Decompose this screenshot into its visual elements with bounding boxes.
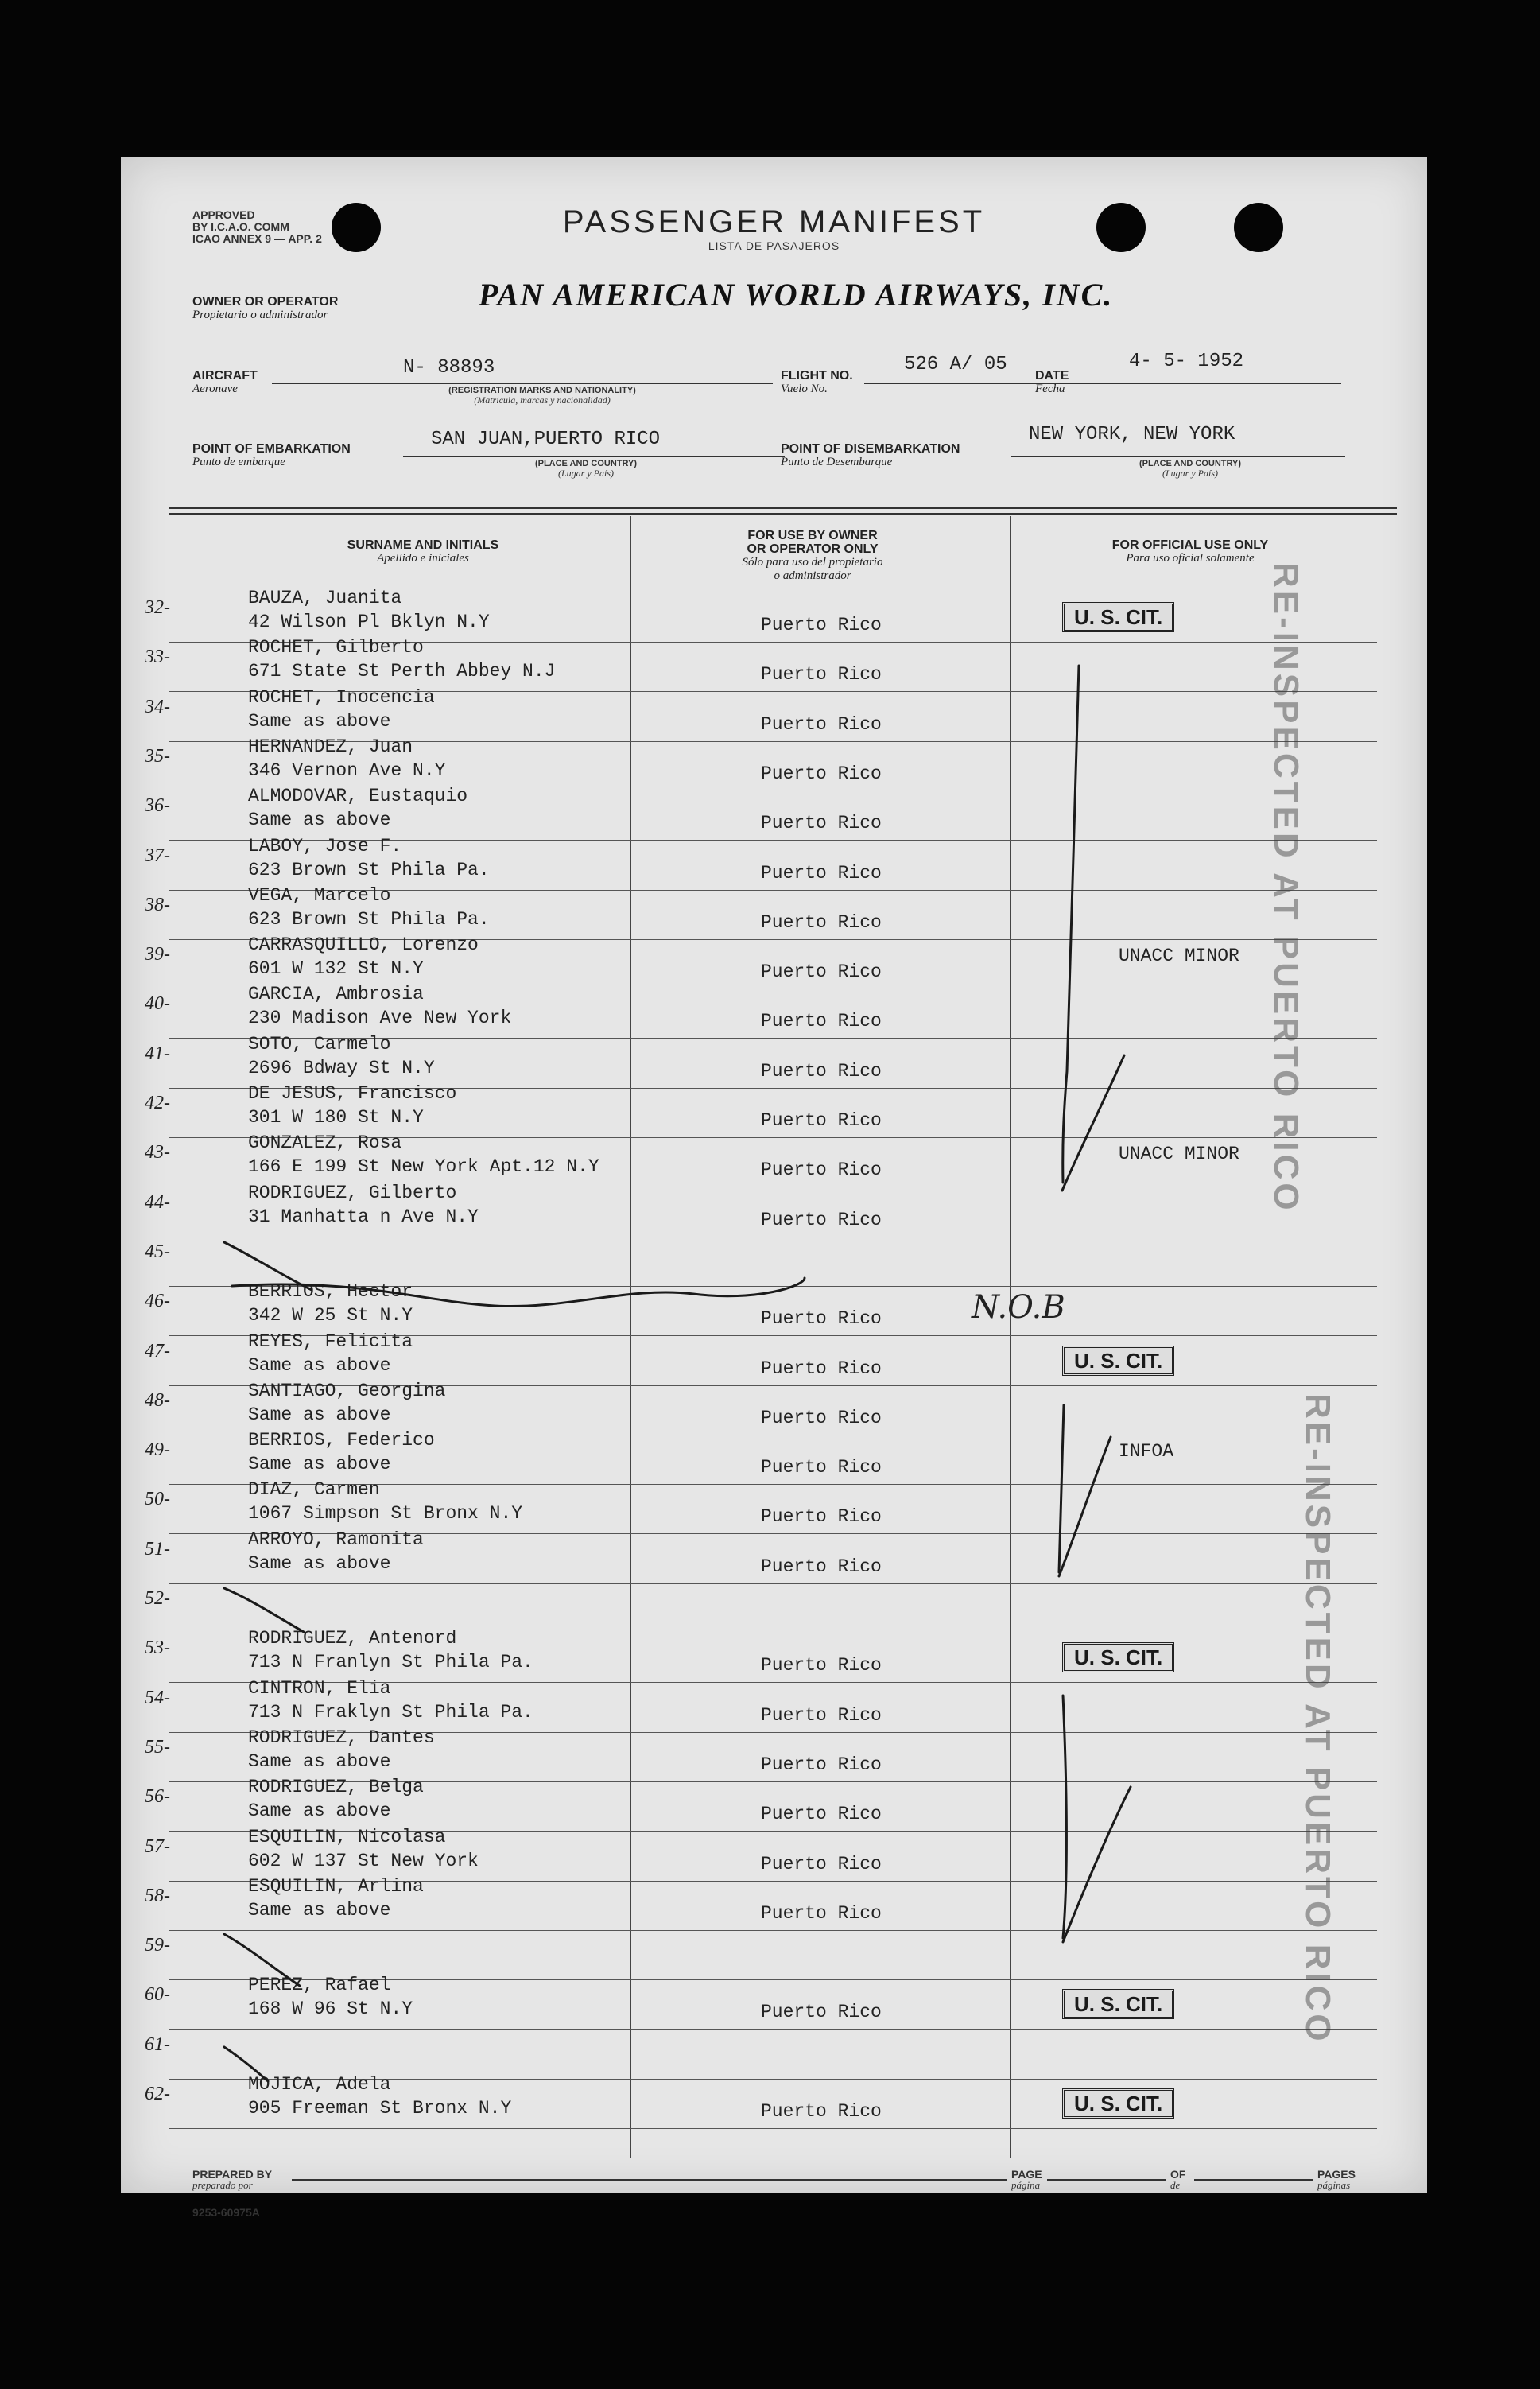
passenger-citizenship: Puerto Rico	[761, 1804, 882, 1825]
passenger-citizenship: Puerto Rico	[761, 1308, 882, 1330]
passenger-name: DE JESUS, Francisco	[248, 1083, 457, 1104]
passenger-name: RODRIGUEZ, Dantes	[248, 1727, 435, 1748]
passenger-name: BERRIOS, Hector	[248, 1281, 413, 1303]
check-mark	[1063, 1696, 1131, 1942]
passenger-address: 342 W 25 St N.Y	[248, 1305, 413, 1327]
passenger-citizenship: Puerto Rico	[761, 862, 882, 884]
passenger-address: 166 E 199 St New York Apt.12 N.Y	[248, 1156, 599, 1178]
passenger-citizenship: Puerto Rico	[761, 1160, 882, 1181]
surname-column-header: SURNAME AND INITIALS Apellido e iniciales	[347, 538, 499, 565]
passenger-address: 671 State St Perth Abbey N.J	[248, 661, 556, 682]
passenger-address: 905 Freeman St Bronx N.Y	[248, 2098, 512, 2119]
passenger-address: Same as above	[248, 1899, 391, 1921]
us-citizen-stamp: U. S. CIT.	[1062, 602, 1174, 632]
passenger-address: Same as above	[248, 1552, 391, 1574]
passenger-citizenship: Puerto Rico	[761, 1754, 882, 1775]
row-number: 58-	[145, 1885, 170, 1906]
passenger-citizenship: Puerto Rico	[761, 1506, 882, 1528]
disembark-place-caption: (PLACE AND COUNTRY) (Lugar y País)	[1139, 459, 1242, 479]
passenger-name: ESQUILIN, Nicolasa	[248, 1826, 446, 1847]
us-citizen-stamp: U. S. CIT.	[1062, 1642, 1174, 1672]
reinspected-side-stamp: RE-INSPECTED AT PUERTO RICO	[1267, 562, 1305, 1214]
passenger-name: VEGA, Marcelo	[248, 884, 391, 906]
passenger-citizenship: Puerto Rico	[761, 1457, 882, 1478]
row-number: 59-	[145, 1935, 170, 1956]
passenger-address: Same as above	[248, 1354, 391, 1376]
passenger-name: RODRIGUEZ, Antenord	[248, 1628, 457, 1649]
row-number: 34-	[145, 696, 170, 717]
embark-place-caption: (PLACE AND COUNTRY) (Lugar y País)	[534, 459, 638, 479]
official-note: UNACC MINOR	[1119, 1144, 1239, 1165]
passenger-name: SOTO, Carmelo	[248, 1033, 391, 1055]
row-number: 32-	[145, 597, 170, 618]
passenger-citizenship: Puerto Rico	[761, 763, 882, 784]
passenger-address: 602 W 137 St New York	[248, 1850, 479, 1871]
passenger-citizenship: Puerto Rico	[761, 1853, 882, 1874]
passenger-name: RODRIGUEZ, Gilberto	[248, 1182, 457, 1203]
check-mark	[1059, 1405, 1111, 1576]
passenger-name: ARROYO, Ramonita	[248, 1529, 424, 1550]
passenger-citizenship: Puerto Rico	[761, 1060, 882, 1082]
row-number: 62-	[145, 2084, 170, 2104]
passenger-citizenship: Puerto Rico	[761, 1704, 882, 1726]
passenger-citizenship: Puerto Rico	[761, 813, 882, 834]
embark-label: POINT OF EMBARKATION Punto de embarque	[192, 442, 351, 468]
passenger-address: 623 Brown St Phila Pa.	[248, 859, 490, 880]
prepared-by-label: PREPARED BY preparado por	[192, 2168, 273, 2191]
passenger-citizenship: Puerto Rico	[761, 961, 882, 983]
manifest-sheet	[121, 157, 1427, 2219]
passenger-citizenship: Puerto Rico	[761, 713, 882, 735]
aircraft-value: N- 88893	[403, 357, 495, 379]
owner-label: OWNER OR OPERATOR Propietario o administrador	[192, 295, 339, 321]
form-number: 9253-60975A	[192, 2206, 260, 2219]
check-mark	[1062, 1055, 1124, 1191]
passenger-address: Same as above	[248, 710, 391, 732]
passenger-citizenship: Puerto Rico	[761, 2002, 882, 2023]
registration-caption: (REGISTRATION MARKS AND NATIONALITY) (Matricula, marcas y nacionalidad)	[448, 386, 636, 406]
passenger-name: BERRIOS, Federico	[248, 1430, 435, 1451]
passenger-citizenship: Puerto Rico	[761, 664, 882, 686]
row-number: 61-	[145, 2034, 170, 2055]
passenger-address: Same as above	[248, 1750, 391, 1772]
owner-use-column-header: FOR USE BY OWNER OR OPERATOR ONLY Sólo para uso del propietario o administrador	[742, 529, 883, 582]
passenger-address: Same as above	[248, 810, 391, 831]
row-number: 60-	[145, 1984, 170, 2006]
strike-line	[224, 1934, 300, 1986]
date-value: 4- 5- 1952	[1129, 351, 1244, 372]
check-mark	[1063, 666, 1079, 1183]
row-number: 39-	[145, 944, 170, 965]
row-number: 50-	[145, 1489, 170, 1510]
passenger-address: Same as above	[248, 1800, 391, 1822]
page-label: PAGE página	[1011, 2168, 1042, 2191]
row-number: 48-	[145, 1389, 170, 1411]
row-number: 47-	[145, 1340, 170, 1362]
passenger-name: ESQUILIN, Arlina	[248, 1875, 424, 1897]
passenger-name: DIAZ, Carmen	[248, 1479, 380, 1501]
passenger-name: ROCHET, Inocencia	[248, 686, 435, 708]
row-number: 43-	[145, 1142, 170, 1163]
disembark-value: NEW YORK, NEW YORK	[1029, 424, 1235, 445]
passenger-citizenship: Puerto Rico	[761, 1556, 882, 1577]
passenger-citizenship: Puerto Rico	[761, 615, 882, 635]
passenger-address: 713 N Franlyn St Phila Pa.	[248, 1652, 533, 1673]
row-number: 52-	[145, 1588, 170, 1609]
passenger-name: GARCIA, Ambrosia	[248, 984, 424, 1005]
flight-value: 526 A/ 05	[904, 354, 1007, 375]
strike-line	[224, 1242, 312, 1290]
passenger-name: ROCHET, Gilberto	[248, 637, 424, 658]
row-number: 36-	[145, 795, 170, 817]
passenger-address: 168 W 96 St N.Y	[248, 1999, 413, 2020]
prepared-by-underline	[292, 2179, 1007, 2181]
passenger-address: 2696 Bdway St N.Y	[248, 1057, 435, 1078]
passenger-name: LABOY, Jose F.	[248, 835, 402, 857]
manifest-subtitle: LISTA DE PASAJEROS	[708, 239, 840, 252]
row-number: 57-	[145, 1835, 170, 1857]
row-number: 55-	[145, 1736, 170, 1758]
passenger-citizenship: Puerto Rico	[761, 1011, 882, 1032]
row-number: 53-	[145, 1637, 170, 1659]
passenger-name: MOJICA, Adela	[248, 2074, 391, 2095]
passenger-name: RODRIGUEZ, Belga	[248, 1777, 424, 1798]
passenger-name: BAUZA, Juanita	[248, 588, 402, 608]
passenger-citizenship: Puerto Rico	[761, 2101, 882, 2122]
passenger-name: CARRASQUILLO, Lorenzo	[248, 934, 479, 956]
manifest-title: PASSENGER MANIFEST	[562, 204, 986, 239]
passenger-address: 31 Manhatta n Ave N.Y	[248, 1206, 479, 1227]
official-use-column-header: FOR OFFICIAL USE ONLY Para uso oficial solamente	[1111, 538, 1269, 565]
passenger-name: PEREZ, Rafael	[248, 1975, 391, 1996]
pages-label: PAGES páginas	[1317, 2168, 1356, 2191]
flight-label: FLIGHT NO. Vuelo No.	[781, 369, 853, 395]
passenger-address: 623 Brown St Phila Pa.	[248, 908, 490, 930]
passenger-citizenship: Puerto Rico	[761, 911, 882, 933]
passenger-address: Same as above	[248, 1404, 391, 1425]
passenger-name: CINTRON, Elia	[248, 1677, 391, 1699]
date-label: DATE Fecha	[1035, 369, 1069, 395]
row-number: 33-	[145, 647, 170, 668]
passenger-name: SANTIAGO, Georgina	[248, 1380, 446, 1401]
passenger-address: 301 W 180 St N.Y	[248, 1107, 424, 1128]
passenger-address: 230 Madison Ave New York	[248, 1008, 512, 1029]
passenger-citizenship: Puerto Rico	[761, 1209, 882, 1230]
strike-line	[224, 1588, 304, 1632]
approval-line: APPROVED	[192, 208, 255, 221]
row-number: 37-	[145, 845, 170, 866]
company-name: PAN AMERICAN WORLD AIRWAYS, INC.	[479, 277, 1114, 313]
row-number: 54-	[145, 1687, 170, 1708]
aircraft-label: AIRCRAFT Aeronave	[192, 369, 258, 395]
reinspected-side-stamp: RE-INSPECTED AT PUERTO RICO	[1298, 1393, 1337, 2045]
official-note: INFOA	[1119, 1441, 1174, 1463]
passenger-address: 1067 Simpson St Bronx N.Y	[248, 1503, 523, 1525]
embark-value: SAN JUAN,PUERTO RICO	[431, 429, 661, 450]
row-number: 46-	[145, 1291, 170, 1312]
row-number: 49-	[145, 1439, 170, 1461]
passenger-name: HERNANDEZ, Juan	[248, 736, 413, 757]
passenger-name: ALMODOVAR, Eustaquio	[248, 786, 468, 807]
of-underline	[1194, 2179, 1313, 2181]
row-number: 35-	[145, 745, 170, 767]
row-number: 56-	[145, 1786, 170, 1808]
official-note: N.O.B	[972, 1289, 1065, 1327]
passenger-address: 713 N Fraklyn St Phila Pa.	[248, 1701, 533, 1723]
us-citizen-stamp: U. S. CIT.	[1062, 1989, 1174, 2019]
row-number: 51-	[145, 1538, 170, 1560]
row-number: 38-	[145, 894, 170, 915]
row-number: 40-	[145, 993, 170, 1015]
passenger-address: 42 Wilson Pl Bklyn N.Y	[248, 612, 490, 632]
row-number: 45-	[145, 1241, 170, 1262]
passenger-address: Same as above	[248, 1454, 391, 1475]
passenger-address: 346 Vernon Ave N.Y	[248, 759, 446, 781]
handwriting-overlay	[121, 157, 1427, 2193]
strike-line	[224, 2047, 268, 2081]
passenger-citizenship: Puerto Rico	[761, 1902, 882, 1924]
official-note: UNACC MINOR	[1119, 946, 1239, 967]
approval-line: BY I.C.A.O. COMM	[192, 220, 289, 233]
us-citizen-stamp: U. S. CIT.	[1062, 1346, 1174, 1376]
passenger-citizenship: Puerto Rico	[761, 1110, 882, 1131]
passenger-citizenship: Puerto Rico	[761, 1358, 882, 1379]
page-underline	[1047, 2179, 1166, 2181]
passenger-name: REYES, Felicita	[248, 1330, 413, 1352]
us-citizen-stamp: U. S. CIT.	[1062, 2088, 1174, 2119]
strike-line	[232, 1278, 805, 1307]
row-number: 41-	[145, 1043, 170, 1064]
disembark-label: POINT OF DISEMBARKATION Punto de Desembarque	[781, 442, 960, 468]
passenger-citizenship: Puerto Rico	[761, 1655, 882, 1676]
passenger-name: GONZALEZ, Rosa	[248, 1132, 402, 1154]
passenger-address: 601 W 132 St N.Y	[248, 958, 424, 980]
of-label: OF de	[1170, 2168, 1186, 2191]
passenger-citizenship: Puerto Rico	[761, 1407, 882, 1428]
approval-line: ICAO ANNEX 9 — APP. 2	[192, 232, 322, 245]
row-number: 42-	[145, 1093, 170, 1113]
row-number: 44-	[145, 1191, 170, 1213]
